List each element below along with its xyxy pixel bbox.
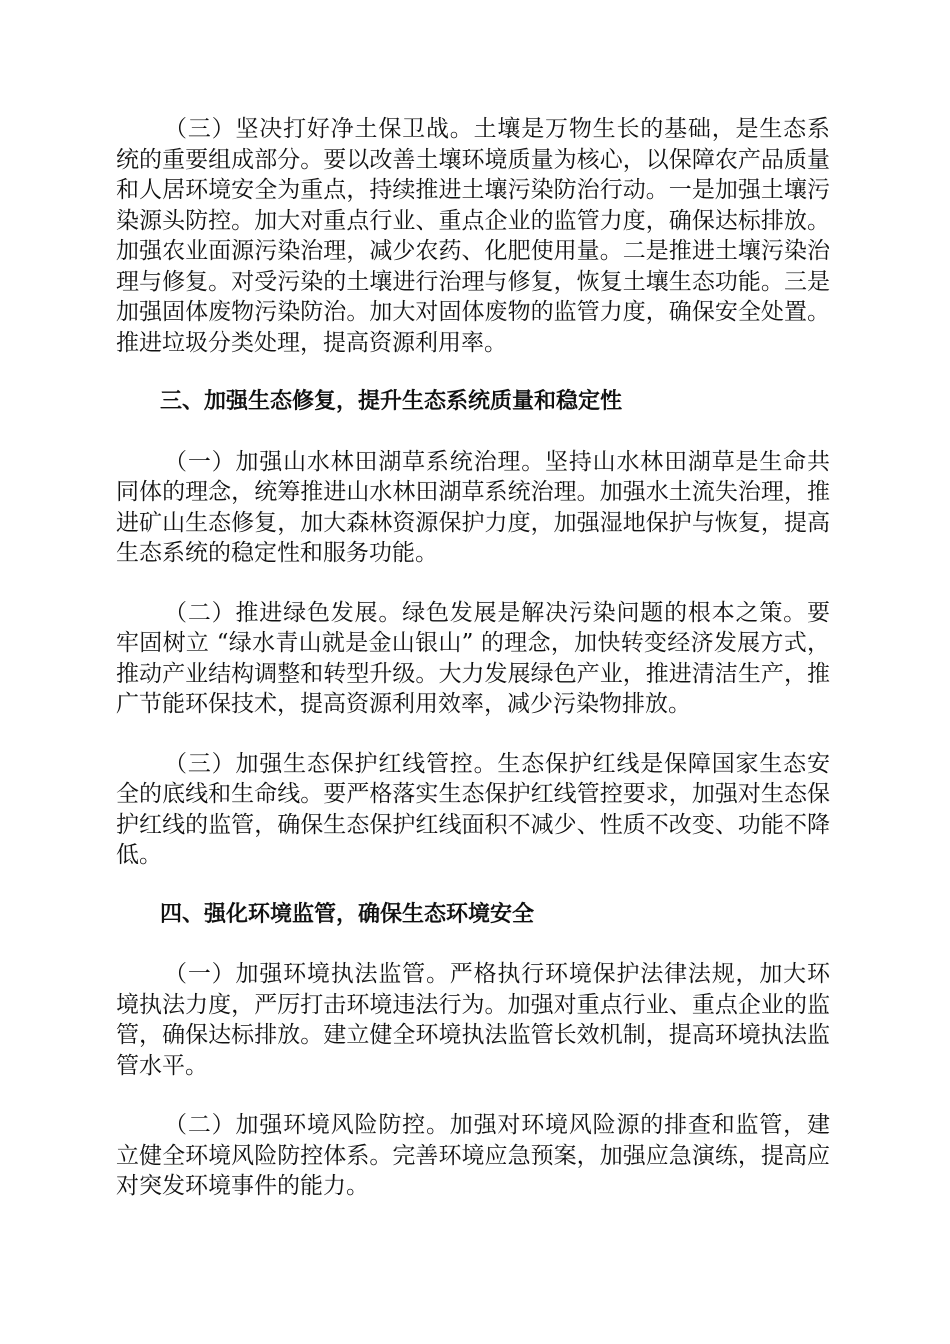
paragraph-law-enforcement: （一）加强环境执法监管。严格执行环境保护法律法规，加大环境执法力度，严厉打击环境违法行为。加强对重点行业、重点企业的监管，确保达标排放。建立健全环境执法监管长效机制，提高环境执法监管水平。 <box>116 961 830 1079</box>
section-heading-ecological-restoration: 三、加强生态修复，提升生态系统质量和稳定性 <box>160 389 623 414</box>
paragraph-red-line-control: （三）加强生态保护红线管控。生态保护红线是保障国家生态安全的底线和生命线。要严格落实生态保护红线管控要求，加强对生态保护红线的监管，确保生态保护红线面积不减少、性质不改变、功能不降低。 <box>116 750 830 868</box>
paragraph-green-development: （二）推进绿色发展。绿色发展是解决污染问题的根本之策。要牢固树立 “绿水青山就是金山银山” 的理念，加快转变经济发展方式，推动产业结构调整和转型升级。大力发展绿色产业，推进清洁生产，推广节能环保技术，提高资源利用效率，减少污染物排放。 <box>116 599 830 717</box>
paragraph-system-governance: （一）加强山水林田湖草系统治理。坚持山水林田湖草是生命共同体的理念，统筹推进山水林田湖草系统治理。加强水土流失治理，推进矿山生态修复，加大森林资源保护力度，加强湿地保护与恢复，提高生态系统的稳定性和服务功能。 <box>116 448 830 566</box>
section-heading-environmental-supervision: 四、强化环境监管，确保生态环境安全 <box>160 901 535 927</box>
paragraph-risk-prevention: （二）加强环境风险防控。加强对环境风险源的排查和监管，建立健全环境风险防控体系。完善环境应急预案，加强应急演练，提高应对突发环境事件的能力。 <box>116 1112 830 1199</box>
paragraph-soil-protection: （三）坚决打好净土保卫战。土壤是万物生长的基础，是生态系统的重要组成部分。要以改善土壤环境质量为核心，以保障农产品质量和人居环境安全为重点，持续推进土壤污染防治行动。一是加强土壤污染源头防控。加大对重点行业、重点企业的监管力度，确保达标排放。加强农业面源污染治理，减少农药、化肥使用量。二是推进土壤污染治理与修复。对受污染的土壤进行治理与修复，恢复土壤生态功能。三是加强固体废物污染防治。加大对固体废物的监管力度，确保安全处置。推进垃圾分类处理，提高资源利用率。 <box>116 116 830 356</box>
document-page <box>116 114 830 1231</box>
